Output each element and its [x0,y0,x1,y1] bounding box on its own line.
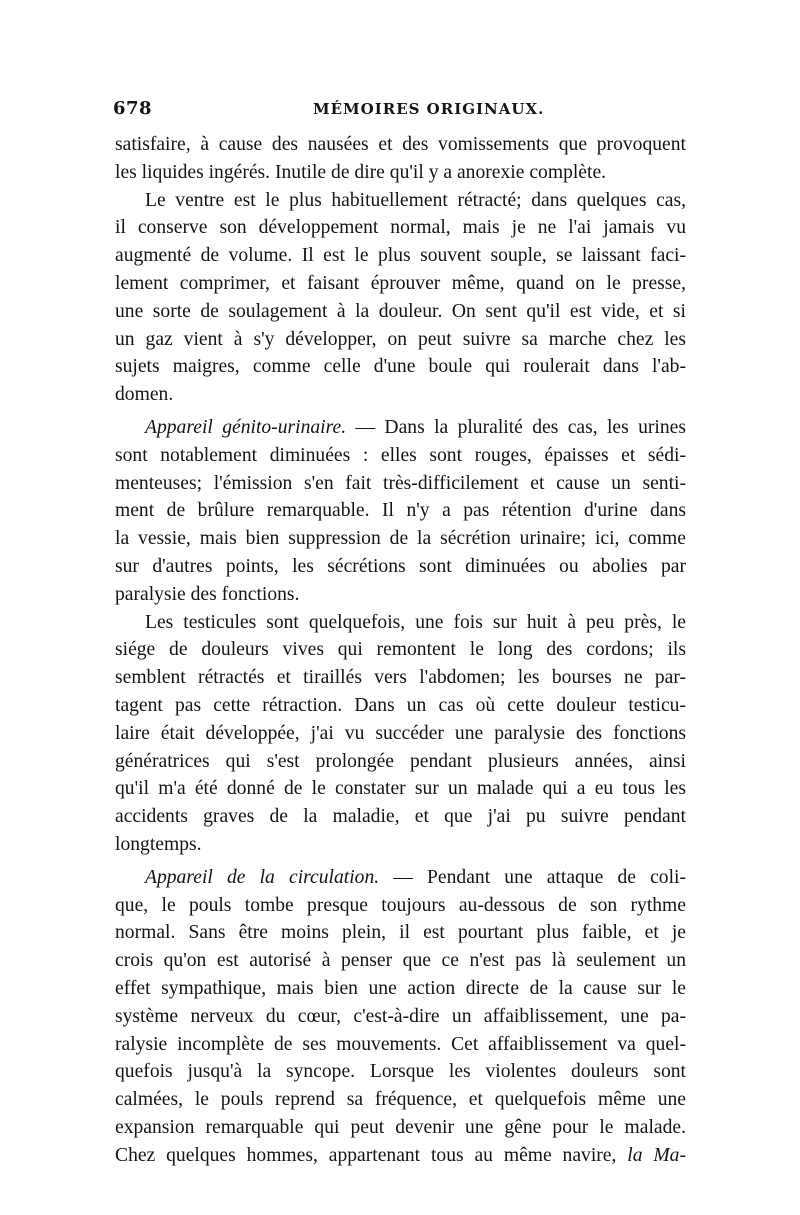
body-text [115,131,686,1169]
text-line: une sorte de soulagement à la douleur. On sent qu'il est vide, et si [115,300,686,322]
text-line: satisfaire, à cause des nausées et des vomissements que provoquent [115,134,686,155]
text-line: Les testicules sont quelquefois, une fois sur huit à peu près, le [145,611,686,633]
text-line: Le ventre est le plus habituellement rétracté; dans quelques cas, [145,189,686,211]
page-number: 678 [113,98,153,119]
text-line: un gaz vient à s'y développer, on peut suivre sa marche chez les [115,328,686,350]
text-line: lement comprimer, et faisant éprouver même, quand on le presse, [115,272,686,294]
text-line: siége de douleurs vives qui remontent le long des cordons; ils [115,639,686,661]
section-heading-circulation: Appareil de la circulation. [145,866,380,888]
text-line: les liquides ingérés. Inutile de dire qu'il y a anorexie complète. [115,161,607,183]
text-line: menteuses; l'émission s'en fait très-difficilement et cause un senti- [115,472,686,494]
text-line: expansion remarquable qui peut devenir une gêne pour le malade. [115,1116,686,1138]
text-line: que, le pouls tombe presque toujours au-dessous de son rythme [115,894,686,916]
text-line: paralysie des fonctions. [115,583,300,605]
running-head [113,96,686,126]
text-line: ralysie incomplète de ses mouvements. Cet affaiblissement va quel- [115,1033,686,1055]
text-line: système nerveux du cœur, c'est-à-dire un affaiblissement, une pa- [115,1005,686,1027]
text-run: — Dans la pluralité des cas, les urines [346,416,686,438]
text-line: semblent rétractés et tiraillés vers l'abdomen; les bourses ne par- [115,667,686,689]
text-line: augmenté de volume. Il est le plus souvent souple, se laissant faci- [115,245,686,267]
text-line: longtemps. [115,833,202,855]
text-line: effet sympathique, mais bien une action directe de la cause sur le [115,977,686,999]
text-line: la vessie, mais bien suppression de la sécrétion urinaire; ici, comme [115,528,686,550]
text-line [115,414,686,442]
text-run: — Pendant une attaque de coli- [379,866,686,888]
text-line: quefois jusqu'à la syncope. Lorsque les violentes douleurs sont [115,1061,686,1083]
text-line: crois qu'on est autorisé à penser que ce n'est pas là seulement un [115,950,686,972]
text-run: Chez quelques hommes, appartenant tous au même navire, [115,1144,617,1166]
text-line: génératrices qui s'est prolongée pendant plusieurs années, ainsi [115,750,686,772]
text-line: calmées, le pouls reprend sa fréquence, et quelquefois même une [115,1089,686,1111]
running-title: MÉMOIRES ORIGINAUX. [313,100,545,118]
text-line: laire était développée, j'ai vu succéder une paralysie des fonctions [115,722,686,744]
text-line [115,864,686,892]
ship-name-fragment: la Ma- [627,1144,686,1166]
text-line: accidents graves de la maladie, et que j'ai pu suivre pendant [115,806,686,828]
text-line: sur d'autres points, les sécrétions sont diminuées ou abolies par [115,555,686,577]
text-line: sont notablement diminuées : elles sont rouges, épaisses et sédi- [115,444,686,466]
text-line [115,1142,686,1170]
section-heading-genito-urinaire: Appareil génito-urinaire. [145,416,347,438]
text-line: normal. Sans être moins plein, il est pourtant plus faible, et je [115,922,686,944]
text-line: domen. [115,384,174,406]
text-line: sujets maigres, comme celle d'une boule qui roulerait dans l'ab- [115,356,686,378]
text-line: qu'il m'a été donné de le constater sur un malade qui a eu tous les [115,778,686,800]
text-line: tagent pas cette rétraction. Dans un cas où cette douleur testicu- [115,694,686,716]
text-line: il conserve son développement normal, mais je ne l'ai jamais vu [115,217,686,239]
text-line: ment de brûlure remarquable. Il n'y a pas rétention d'urine dans [115,500,686,522]
